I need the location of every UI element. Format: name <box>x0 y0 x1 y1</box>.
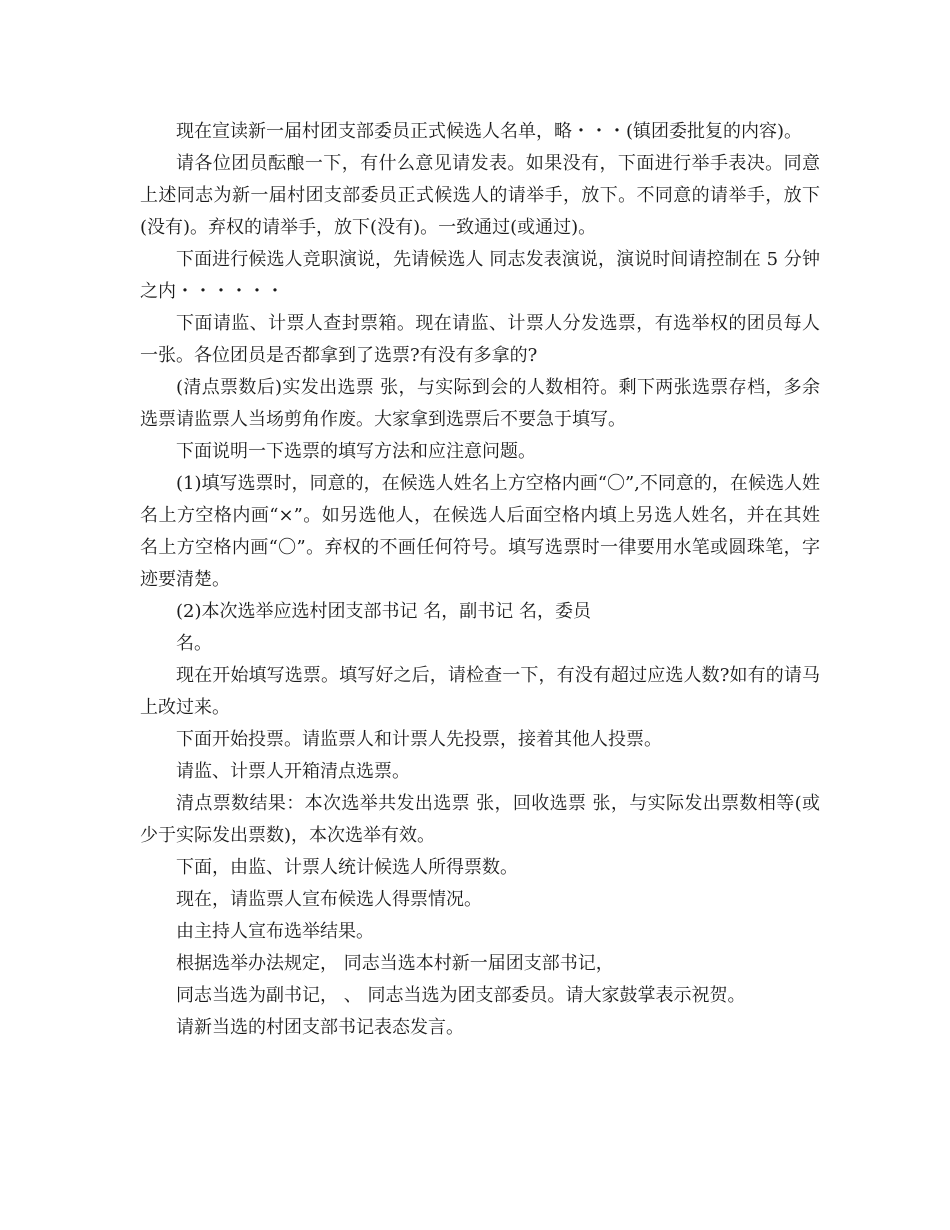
paragraph-start-voting: 下面开始投票。请监票人和计票人先投票，接着其他人投票。 <box>176 729 662 750</box>
paragraph-announce-votes: 现在，请监票人宣布候选人得票情况。 <box>176 889 482 910</box>
paragraph-announce-result: 由主持人宣布选举结果。 <box>176 921 374 942</box>
paragraph-show-of-hands-vote: 请各位团员酝酿一下，有什么意见请发表。如果没有，下面进行举手表决。同意上述同志为新一届村团支部委员正式候选人的请举手，放下。不同意的请举手，放下(没有)。弃权的请举手，放下(没有)。一致通过(或通过)。 <box>140 153 820 238</box>
paragraph-ballot-instructions-intro: 下面说明一下选票的填写方法和应注意问题。 <box>176 441 536 462</box>
paragraph-tally-votes: 下面，由监、计票人统计候选人所得票数。 <box>176 857 518 878</box>
paragraph-start-filling: 现在开始填写选票。填写好之后，请检查一下，有没有超过应选人数?如有的请马上改过来。 <box>140 665 820 718</box>
paragraph-count-result: 清点票数结果：本次选举共发出选票 张，回收选票 张，与实际发出票数相等(或少于实际发出票数)，本次选举有效。 <box>140 793 820 846</box>
paragraph-secretary-elected: 根据选举办法规定， 同志当选本村新一届团支部书记， <box>176 953 614 974</box>
paragraph-ballot-rule-2-continuation: 名。 <box>176 633 212 654</box>
paragraph-ballot-count: (清点票数后)实发出选票 张，与实际到会的人数相符。剩下两张选票存档，多余选票请监票人当场剪角作废。大家拿到选票后不要急于填写。 <box>140 377 820 430</box>
paragraph-open-box: 请监、计票人开箱清点选票。 <box>176 761 410 782</box>
paragraph-ballot-rule-1: (1)填写选票时，同意的，在候选人姓名上方空格内画“〇”,不同意的，在候选人姓名上方空格内画“×”。如另选他人，在候选人后面空格内填上另选人姓名，并在其姓名上方空格内画“〇”。弃权的不画任何符号。填写选票时一律要用水笔或圆珠笔，字迹要清楚。 <box>140 473 820 590</box>
paragraph-deputy-and-members-elected: 同志当选为副书记， 、 同志当选为团支部委员。请大家鼓掌表示祝贺。 <box>176 985 746 1006</box>
paragraph-candidate-list: 现在宣读新一届村团支部委员正式候选人名单，略・・・(镇团委批复的内容)。 <box>176 121 803 142</box>
paragraph-ballot-rule-2: (2)本次选举应选村团支部书记 名，副书记 名，委员 <box>176 601 591 622</box>
paragraph-candidate-speech: 下面进行候选人竞职演说，先请候选人 同志发表演说，演说时间请控制在 5 分钟之内・・・・・・ <box>140 249 820 302</box>
paragraph-acceptance-speech: 请新当选的村团支部书记表态发言。 <box>176 1017 464 1038</box>
document-body <box>140 116 820 1044</box>
paragraph-ballot-box-inspection: 下面请监、计票人查封票箱。现在请监、计票人分发选票，有选举权的团员每人一张。各位团员是否都拿到了选票?有没有多拿的? <box>140 313 820 366</box>
